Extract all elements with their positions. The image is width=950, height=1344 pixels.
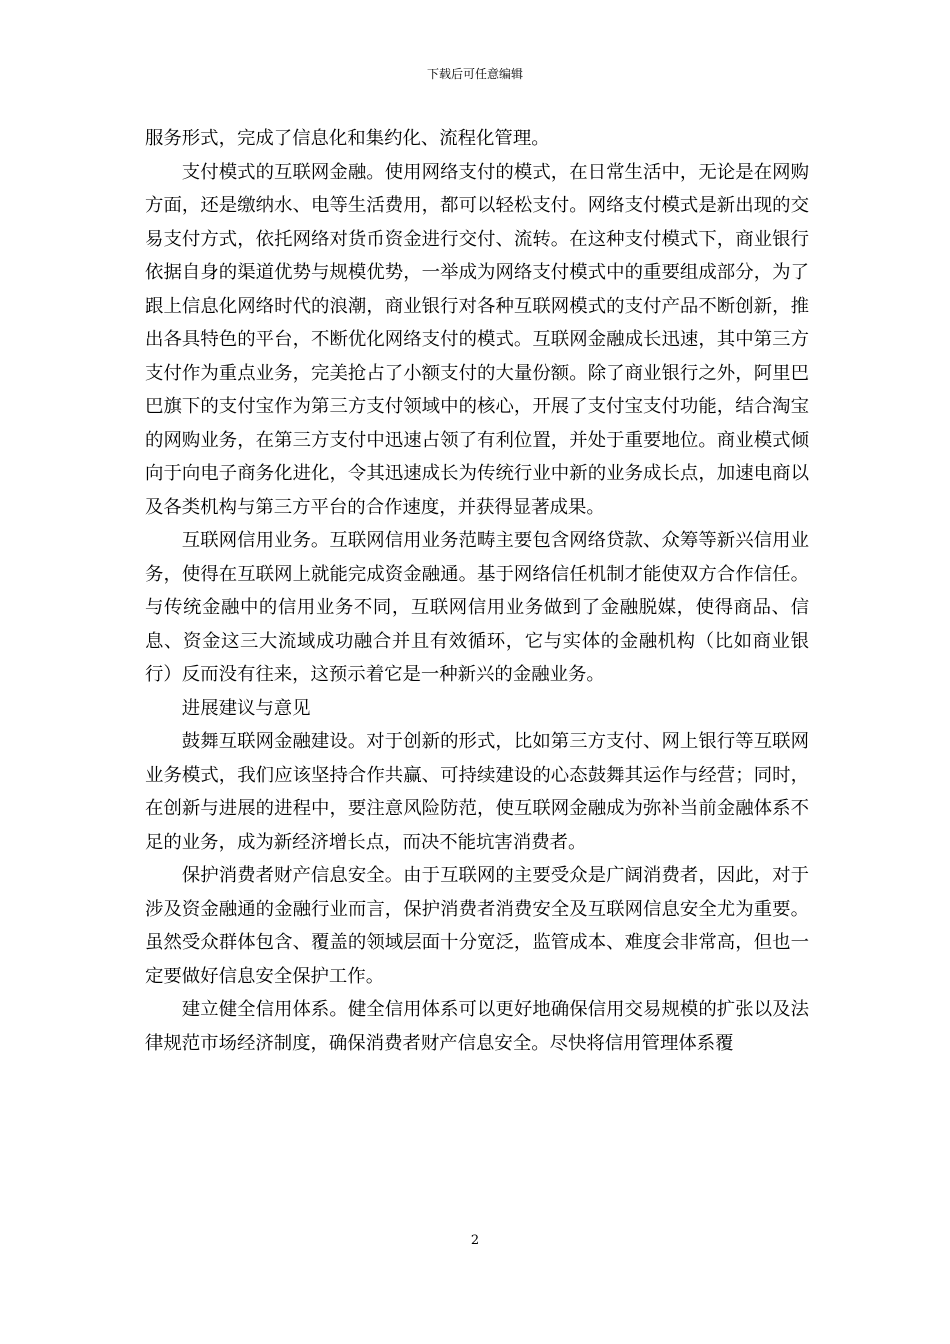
paragraph-protect-consumers: 保护消费者财产信息安全。由于互联网的主要受众是广阔消费者，因此，对于涉及资金融通的金融行业而言，保护消费者消费安全及互联网信息安全尤为重要。虽然受众群体包含、覆盖的领域层面十分宽泛，监管成本、难度会非常高，但也一定要做好信息安全保护工作。	[145, 865, 809, 987]
paragraph-continuation: 服务形式，完成了信息化和集约化、流程化管理。	[145, 128, 550, 149]
document-body	[145, 122, 809, 1060]
paragraph-encourage-construction: 鼓舞互联网金融建设。对于创新的形式，比如第三方支付、网上银行等互联网业务模式，我们应该坚持合作共赢、可持续建设的心态鼓舞其运作与经营；同时，在创新与进展的进程中，要注意风险防范，使互联网金融成为弥补当前金融体系不足的业务，成为新经济增长点，而决不能坑害消费者。	[145, 731, 809, 853]
paragraph-payment-mode: 支付模式的互联网金融。使用网络支付的模式，在日常生活中，无论是在网购方面，还是缴纳水、电等生活费用，都可以轻松支付。网络支付模式是新出现的交易支付方式，依托网络对货币资金进行交付、流转。在这种支付模式下，商业银行依据自身的渠道优势与规模优势，一举成为网络支付模式中的重要组成部分，为了跟上信息化网络时代的浪潮，商业银行对各种互联网模式的支付产品不断创新，推出各具特色的平台，不断优化网络支付的模式。互联网金融成长迅速，其中第三方支付作为重点业务，完美抢占了小额支付的大量份额。除了商业银行之外，阿里巴巴旗下的支付宝作为第三方支付领域中的核心，开展了支付宝支付功能，结合淘宝的网购业务，在第三方支付中迅速占领了有利位置，并处于重要地位。商业模式倾向于向电子商务化进化，令其迅速成长为传统行业中新的业务成长点，加速电商以及各类机构与第三方平台的合作速度，并获得显著成果。	[145, 161, 809, 518]
paragraph-credit-system: 建立健全信用体系。健全信用体系可以更好地确保信用交易规模的扩张以及法律规范市场经济制度，确保消费者财产信息安全。尽快将信用管理体系覆	[145, 999, 809, 1054]
paragraph-credit-business: 互联网信用业务。互联网信用业务范畴主要包含网络贷款、众筹等新兴信用业务，使得在互联网上就能完成资金融通。基于网络信任机制才能使双方合作信任。与传统金融中的信用业务不同，互联网信用业务做到了金融脱媒，使得商品、信息、资金这三大流域成功融合并且有效循环，它与实体的金融机构（比如商业银行）反而没有往来，这预示着它是一种新兴的金融业务。	[145, 530, 809, 685]
page-number: 2	[470, 1233, 480, 1248]
page-header: 下载后可任意编辑	[426, 67, 523, 81]
section-heading: 进展建议与意见	[181, 697, 311, 719]
